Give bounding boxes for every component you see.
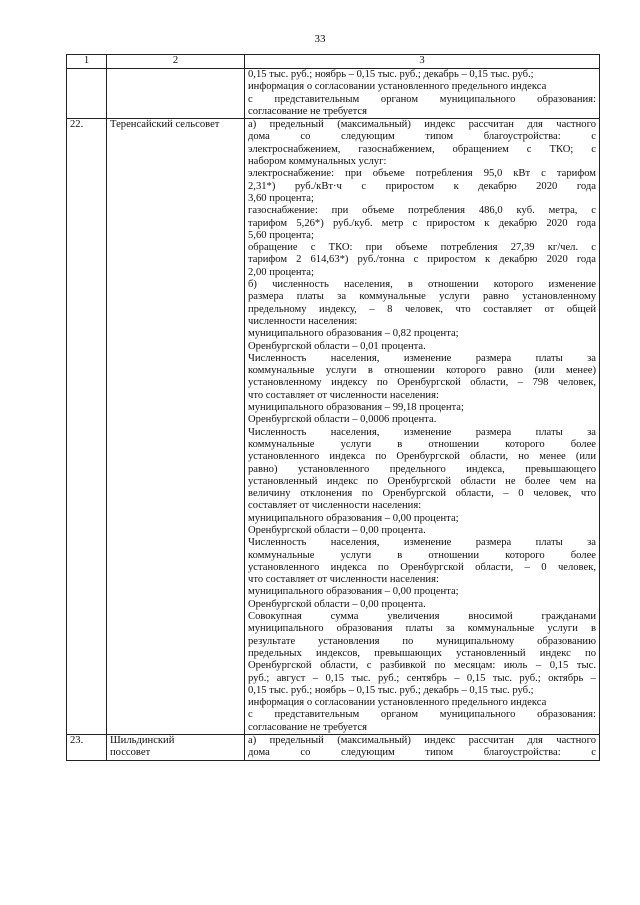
row-number: 22.	[67, 119, 107, 735]
text-line: предельному индексу, – 8 человек, что составляет от общей	[248, 303, 596, 315]
text-line: с представительным органом муниципального образования:	[248, 709, 596, 721]
page-number: 33	[314, 33, 326, 45]
text-line: дома со следующим типом благоустройства: с	[248, 131, 596, 143]
text-line: установленный индекс по Оренбургской области не более чем на	[248, 475, 596, 487]
text-line: Численность населения, изменение размера платы за	[248, 352, 596, 364]
table-header-row	[67, 55, 600, 69]
text-line: с представительным органом муниципального образования:	[248, 93, 596, 105]
index-description	[245, 119, 600, 735]
text-line: Численность населения, изменение размера платы за	[248, 426, 596, 438]
text-line: установленного индекса по Оренбургской области, – 0 человек,	[248, 561, 596, 573]
document-table	[66, 54, 600, 761]
text-line: 0,15 тыс. руб.; ноябрь – 0,15 тыс. руб.; декабрь – 0,15 тыс. руб.;	[248, 69, 534, 80]
text-line: 2,31*) руб./кВт·ч с приростом к декабрю 2020 года	[248, 180, 596, 192]
text-line: руб.; август – 0,15 тыс. руб.; сентябрь – 0,15 тыс. руб.; октябрь –	[248, 672, 596, 684]
table-row	[67, 69, 600, 119]
text-line: равно) установленного предельного индекса, превышающего	[248, 463, 596, 475]
text-line: муниципального образования – 0,82 процента;	[248, 328, 459, 340]
row-number: 23.	[67, 735, 107, 761]
text-line: коммунальные услуги в отношении которого более	[248, 549, 596, 561]
text-line: муниципального образования платы за коммунальные услуги в	[248, 623, 596, 635]
text-line: коммунальные услуги в отношении которого более	[248, 438, 596, 450]
municipality-name	[107, 69, 245, 119]
text-line: муниципального образования – 0,00 процента;	[248, 586, 459, 598]
text-line: муниципального образования – 0,00 процента;	[248, 512, 459, 524]
text-line: тарифом 2 614,63*) руб./тонна с приростом к декабрю 2020 года	[248, 254, 596, 266]
text-line: численности населения:	[248, 315, 358, 327]
text-line: электроснабжением, газоснабжением, обращением с ТКО; с	[248, 143, 596, 155]
text-line: величину отклонения по Оренбургской области, – 0 человек, что	[248, 488, 596, 500]
municipality-name	[107, 119, 245, 735]
municipality-name-line: Шильдинский	[110, 735, 175, 747]
row-number	[67, 69, 107, 119]
municipality-name-line: поссовет	[110, 747, 151, 759]
municipality-name	[107, 735, 245, 761]
header-cell-2: 2	[107, 55, 245, 69]
text-line: Оренбургской области – 0,00 процента.	[248, 598, 426, 610]
table-row	[67, 119, 600, 735]
text-line: что составляет от численности населения:	[248, 574, 439, 586]
text-line: а) предельный (максимальный) индекс рассчитан для частного	[248, 735, 596, 747]
text-line: коммунальные услуги в отношении которого равно (или менее)	[248, 365, 596, 377]
text-line: 3,60 процента;	[248, 192, 314, 204]
text-line: 2,00 процента;	[248, 266, 314, 278]
text-line: обращение с ТКО: при объеме потребления 27,39 кг/чел. с	[248, 242, 596, 254]
text-line: Оренбургской области – 0,01 процента.	[248, 340, 426, 352]
table-row	[67, 735, 600, 761]
municipality-name-line: Теренсайский сельсовет	[110, 119, 220, 131]
text-line: информация о согласовании установленного предельного индекса	[248, 81, 547, 93]
index-description	[245, 69, 600, 119]
text-line: муниципального образования – 99,18 процента;	[248, 402, 464, 414]
text-line: результате установления по муниципальному образованию	[248, 635, 596, 647]
text-line: информация о согласовании установленного предельного индекса	[248, 697, 547, 709]
text-line: установленному индексу по Оренбургской области, – 798 человек,	[248, 377, 596, 389]
text-line: предельных индексов, превышающих установленный индекс по	[248, 647, 596, 659]
text-line: Оренбургской области – 0,00 процента.	[248, 524, 426, 536]
text-line: установленного индекса по Оренбургской области, но менее (или	[248, 451, 596, 463]
text-line: составляет от численности населения:	[248, 500, 422, 512]
index-description	[245, 735, 600, 761]
text-line: размера платы за коммунальные услуги равно установленному	[248, 291, 596, 303]
header-cell-3: 3	[245, 55, 600, 69]
text-line: а) предельный (максимальный) индекс рассчитан для частного	[248, 119, 596, 131]
text-line: Оренбургской области – 0,0006 процента.	[248, 414, 437, 426]
text-line: Численность населения, изменение размера платы за	[248, 537, 596, 549]
text-line: набором коммунальных услуг:	[248, 156, 387, 168]
text-line: электроснабжение: при объеме потребления 95,0 кВт с тарифом	[248, 168, 596, 180]
text-line: согласование не требуется	[248, 105, 368, 117]
header-cell-1: 1	[67, 55, 107, 69]
text-line: Оренбургской области, с разбивкой по месяцам: июль – 0,15 тыс.	[248, 660, 596, 672]
text-line: 5,60 процента;	[248, 229, 314, 241]
text-line: что составляет от численности населения:	[248, 389, 439, 401]
text-line: тарифом 5,26*) руб./куб. метр с приростом к декабрю 2020 года	[248, 217, 596, 229]
text-line: дома со следующим типом благоустройства: с	[248, 747, 596, 759]
text-line: 0,15 тыс. руб.; ноябрь – 0,15 тыс. руб.; декабрь – 0,15 тыс. руб.;	[248, 684, 534, 696]
text-line: газоснабжение: при объеме потребления 486,0 куб. метра, с	[248, 205, 596, 217]
text-line: согласование не требуется	[248, 721, 368, 733]
text-line: б) численность населения, в отношении которого изменение	[248, 279, 596, 291]
text-line: Совокупная сумма увеличения вносимой гражданами	[248, 611, 596, 623]
